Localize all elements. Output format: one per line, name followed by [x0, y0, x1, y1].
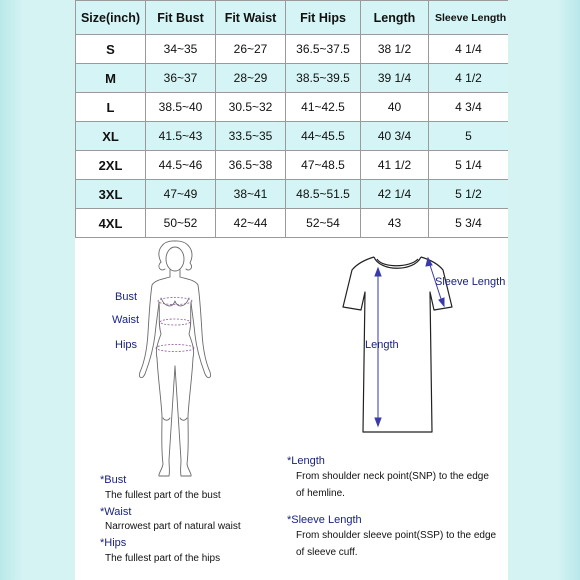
- note-bust-desc: The fullest part of the bust: [105, 490, 221, 501]
- waist-cell: 36.5~38: [216, 151, 286, 180]
- size-cell: 4XL: [76, 209, 146, 238]
- header-fit-hips: Fit Hips: [286, 1, 361, 35]
- hips-cell: 47~48.5: [286, 151, 361, 180]
- bust-cell: 34~35: [146, 35, 216, 64]
- bust-cell: 36~37: [146, 64, 216, 93]
- size-cell: L: [76, 93, 146, 122]
- table-row: [76, 93, 509, 122]
- waist-cell: 30.5~32: [216, 93, 286, 122]
- header-sleeve-length: Sleeve Length: [429, 1, 509, 35]
- sleeve-cell: 4 3/4: [429, 93, 509, 122]
- hips-cell: 38.5~39.5: [286, 64, 361, 93]
- waist-cell: 38~41: [216, 180, 286, 209]
- bust-cell: 50~52: [146, 209, 216, 238]
- size-cell: 2XL: [76, 151, 146, 180]
- table-row: [76, 180, 509, 209]
- hips-cell: 44~45.5: [286, 122, 361, 151]
- hips-cell: 48.5~51.5: [286, 180, 361, 209]
- sleeve-cell: 4 1/4: [429, 35, 509, 64]
- length-cell: 39 1/4: [361, 64, 429, 93]
- sleeve-cell: 5 1/4: [429, 151, 509, 180]
- note-waist-desc: Narrowest part of natural waist: [105, 521, 241, 532]
- length-cell: 42 1/4: [361, 180, 429, 209]
- length-cell: 41 1/2: [361, 151, 429, 180]
- note-length-title: *Length: [287, 455, 325, 467]
- hips-cell: 36.5~37.5: [286, 35, 361, 64]
- size-cell: M: [76, 64, 146, 93]
- header-size: Size(inch): [76, 1, 146, 35]
- note-waist-title: *Waist: [100, 506, 132, 518]
- waist-cell: 26~27: [216, 35, 286, 64]
- note-sleeve-desc-1: From shoulder sleeve point(SSP) to the edge: [296, 530, 497, 541]
- waist-cell: 33.5~35: [216, 122, 286, 151]
- table-row: [76, 151, 509, 180]
- note-bust-title: *Bust: [100, 474, 127, 486]
- table-row: [76, 122, 509, 151]
- table-row: [76, 64, 509, 93]
- size-chart-sheet: [75, 0, 508, 580]
- note-length-desc-2: of hemline.: [296, 488, 345, 499]
- hips-cell: 41~42.5: [286, 93, 361, 122]
- length-cell: 40 3/4: [361, 122, 429, 151]
- note-sleeve-desc-2: of sleeve cuff.: [296, 547, 358, 558]
- note-hips-title: *Hips: [100, 537, 127, 549]
- size-cell: S: [76, 35, 146, 64]
- length-cell: 40: [361, 93, 429, 122]
- note-sleeve-title: *Sleeve Length: [287, 514, 362, 526]
- header-length: Length: [361, 1, 429, 35]
- body-figure-illustration: [125, 238, 235, 480]
- bust-label: Bust: [115, 291, 138, 303]
- bust-cell: 44.5~46: [146, 151, 216, 180]
- bust-cell: 47~49: [146, 180, 216, 209]
- waist-cell: 42~44: [216, 209, 286, 238]
- note-length-desc-1: From shoulder neck point(SNP) to the edge: [296, 471, 489, 482]
- hips-cell: 52~54: [286, 209, 361, 238]
- sleeve-cell: 5 3/4: [429, 209, 509, 238]
- table-row: [76, 35, 509, 64]
- size-cell: 3XL: [76, 180, 146, 209]
- note-hips-desc: The fullest part of the hips: [105, 553, 221, 564]
- header-fit-bust: Fit Bust: [146, 1, 216, 35]
- length-cell: 38 1/2: [361, 35, 429, 64]
- length-cell: 43: [361, 209, 429, 238]
- bust-cell: 41.5~43: [146, 122, 216, 151]
- bust-cell: 38.5~40: [146, 93, 216, 122]
- table-row: [76, 209, 509, 238]
- length-label: Length: [365, 339, 399, 351]
- table-header-row: [76, 1, 509, 35]
- waist-label: Waist: [112, 314, 140, 326]
- header-fit-waist: Fit Waist: [216, 1, 286, 35]
- waist-cell: 28~29: [216, 64, 286, 93]
- sleeve-cell: 5 1/2: [429, 180, 509, 209]
- hips-label: Hips: [115, 339, 138, 351]
- size-table: [75, 0, 508, 238]
- sleeve-cell: 4 1/2: [429, 64, 509, 93]
- size-cell: XL: [76, 122, 146, 151]
- sleeve-cell: 5: [429, 122, 509, 151]
- sleeve-length-label: Sleeve Length: [435, 276, 506, 288]
